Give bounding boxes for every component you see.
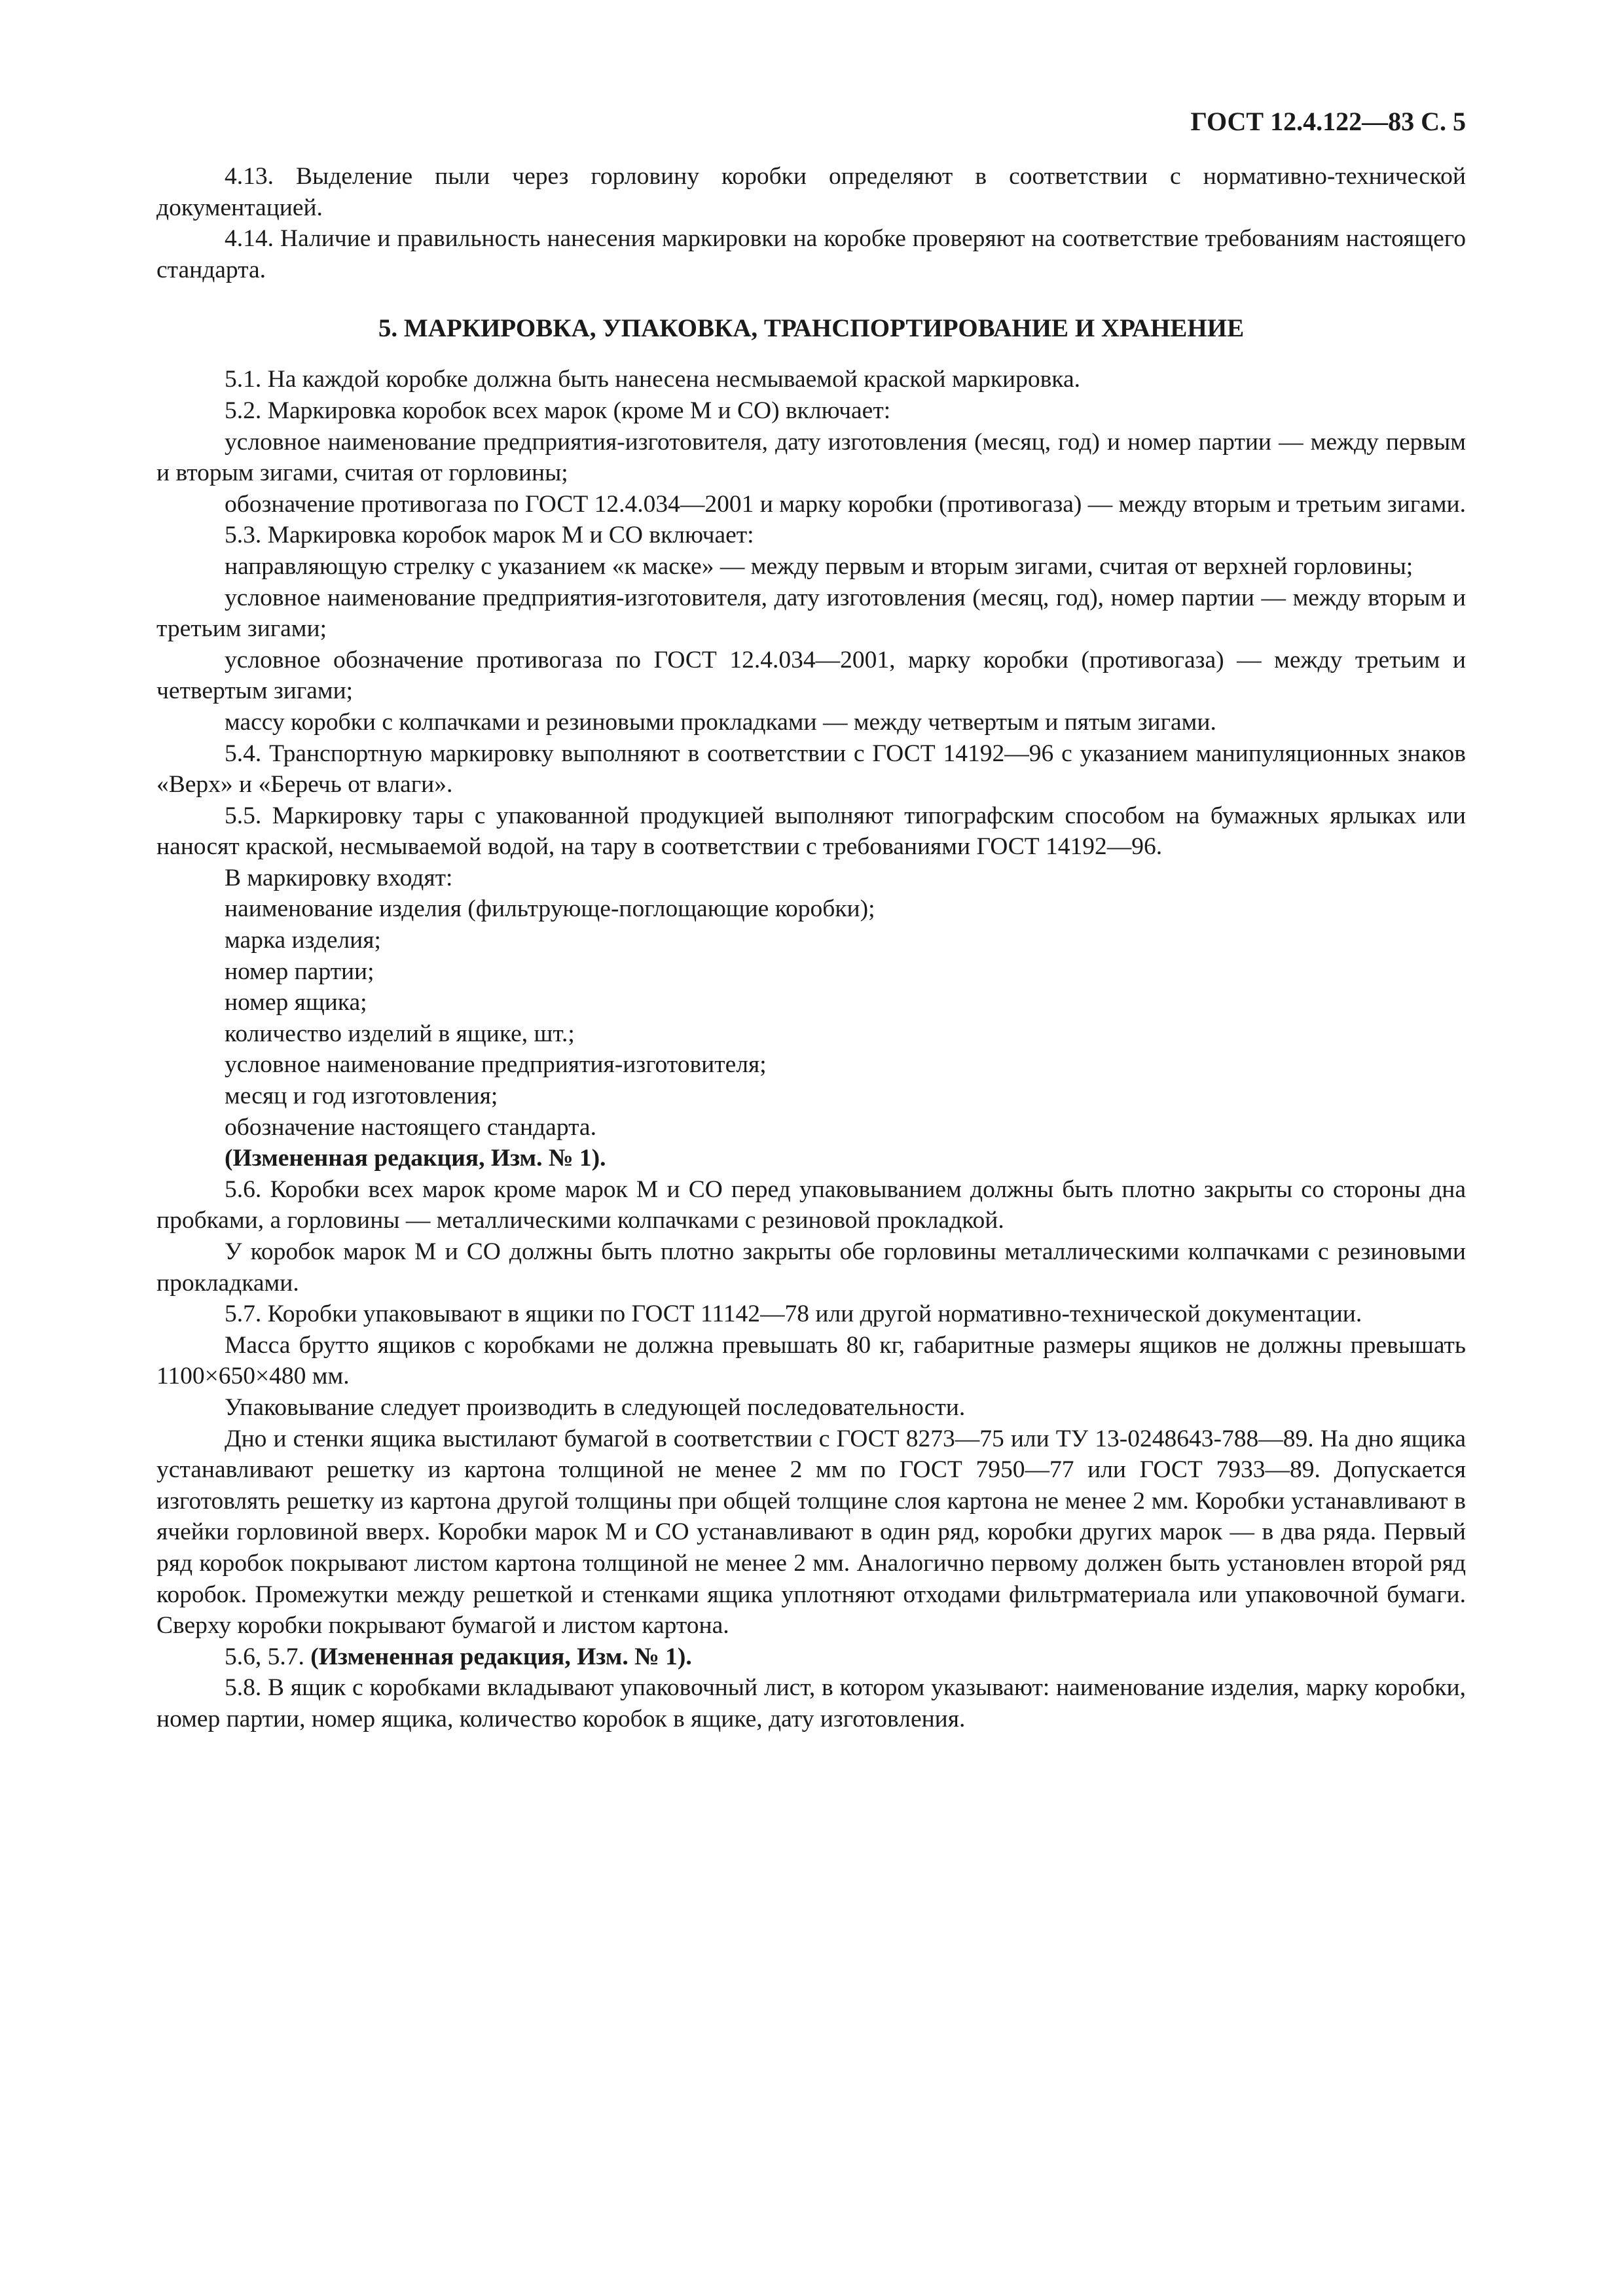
paragraph-4-14: 4.14. Наличие и правильность нанесения маркировки на коробке проверяют на соответствие требованиям настоящего стандарта. — [156, 225, 1466, 283]
amendment-note: (Измененная редакция, Изм. № 1). — [310, 1643, 692, 1670]
paragraph-5-1: 5.1. На каждой коробке должна быть нанесена несмываемой краской маркировка. — [225, 366, 1080, 393]
paragraph-5-3-a: направляющую стрелку с указанием «к маске» — между первым и вторым зигами, считая от верхней горловины; — [225, 552, 1413, 580]
paragraph-5-3: 5.3. Маркировка коробок марок М и СО включает: — [225, 522, 754, 549]
paragraph-5-6: 5.6. Коробки всех марок кроме марок М и СО перед упаковыванием должны быть плотно закрыты со стороны дна пробками, а горловины — металлическими колпачками с резиновой прокладкой. — [156, 1175, 1466, 1234]
paragraph-5-7-d: Дно и стенки ящика выстилают бумагой в соответствии с ГОСТ 8273—75 или ТУ 13-0248643-788—89. На дно ящика устанавливают решетку из картона толщиной не менее 2 мм по ГОСТ 7950—77 или ГОСТ 7933—89. Допускается изготовлять решетку из картона другой толщины при общей толщине слоя картона не менее 2 мм. Коробки устанавливают в ячейки горловиной вверх. Коробки марок М и СО устанавливают в один ряд, коробки других марок — в два ряда. Первый ряд коробок покрывают листом картона толщиной не менее 2 мм. Аналогично первому должен быть установлен второй ряд коробок. Промежутки между решеткой и стенками ящика уплотняют отходами фильтрматериала или упаковочной бумаги. Сверху коробки покрывают бумагой и листом картона. — [156, 1425, 1466, 1640]
paragraph-5-3-b: условное наименование предприятия-изготовителя, дату изготовления (месяц, год), номер партии — между вторым и третьим зигами; — [156, 584, 1466, 643]
running-title: ГОСТ 12.4.122—83 С. 5 — [1190, 107, 1466, 136]
section-heading-5: 5. МАРКИРОВКА, УПАКОВКА, ТРАНСПОРТИРОВАНИЕ И ХРАНЕНИЕ — [378, 314, 1245, 343]
paragraph-5-2: 5.2. Маркировка коробок всех марок (кроме М и СО) включает: — [225, 397, 891, 424]
marking-list-item: обозначение настоящего стандарта. — [225, 1113, 596, 1141]
paragraph-5-5: 5.5. Маркировку тары с упакованной продукцией выполняют типографским способом на бумажных ярлыках или наносят краской, несмываемой водой, на тару в соответствии с требованиями ГОСТ 14192—96. — [156, 802, 1466, 861]
paragraph-5-7-c: Упаковывание следует производить в следующей последовательности. — [225, 1393, 966, 1421]
amendment-note: (Измененная редакция, Изм. № 1). — [225, 1145, 606, 1172]
amendment-note-5-6-5-7 — [156, 1641, 1466, 1673]
amendment-clause-refs: 5.6, 5.7. — [225, 1643, 311, 1670]
paragraph-4-13: 4.13. Выделение пыли через горловину коробки определяют в соответствии с нормативно-технической документацией. — [156, 163, 1466, 221]
paragraph-5-3-c: условное обозначение противогаза по ГОСТ 12.4.034—2001, марку коробки (противогаза) — между третьим и четвертым зигами; — [156, 646, 1466, 705]
marking-list-item: марка изделия; — [225, 927, 381, 954]
marking-list-item: условное наименование предприятия-изготовителя; — [225, 1051, 767, 1079]
paragraph-5-4: 5.4. Транспортную маркировку выполняют в соответствии с ГОСТ 14192—96 с указанием манипуляционных знаков «Верх» и «Беречь от влаги». — [156, 740, 1466, 798]
document-page — [156, 105, 1466, 1735]
paragraph-5-7-b: Масса брутто ящиков с коробками не должна превышать 80 кг, габаритные размеры ящиков не должны превышать 1100×650×480 мм. — [156, 1331, 1466, 1390]
paragraph-5-8: 5.8. В ящик с коробками вкладывают упаковочный лист, в котором указывают: наименование изделия, марку коробки, номер партии, номер ящика, количество коробок в ящике, дату изготовления. — [156, 1674, 1466, 1732]
paragraph-5-2-b: обозначение противогаза по ГОСТ 12.4.034—2001 и марку коробки (противогаза) — между вторым и третьим зигами. — [225, 490, 1467, 518]
marking-list-item: месяц и год изготовления; — [225, 1083, 498, 1110]
paragraph-5-3-d: массу коробки с колпачками и резиновыми прокладками — между четвертым и пятым зигами. — [225, 708, 1216, 736]
marking-list-item: номер ящика; — [225, 989, 367, 1016]
marking-list-item: количество изделий в ящике, шт.; — [225, 1020, 575, 1047]
paragraph-5-6-b: У коробок марок М и СО должны быть плотно закрыты обе горловины металлическими колпачками с резиновыми прокладками. — [156, 1238, 1466, 1297]
marking-list-item: номер партии; — [225, 958, 374, 985]
marking-list-item: наименование изделия (фильтрующе-поглощающие коробки); — [225, 895, 875, 923]
paragraph-5-2-a: условное наименование предприятия-изготовителя, дату изготовления (месяц, год) и номер партии — между первым и вторым зигами, считая от горловины; — [156, 428, 1466, 487]
body-text — [156, 161, 1466, 1735]
paragraph-5-7: 5.7. Коробки упаковывают в ящики по ГОСТ 11142—78 или другой нормативно-технической документации. — [225, 1300, 1362, 1328]
marking-intro: В маркировку входят: — [225, 864, 453, 891]
